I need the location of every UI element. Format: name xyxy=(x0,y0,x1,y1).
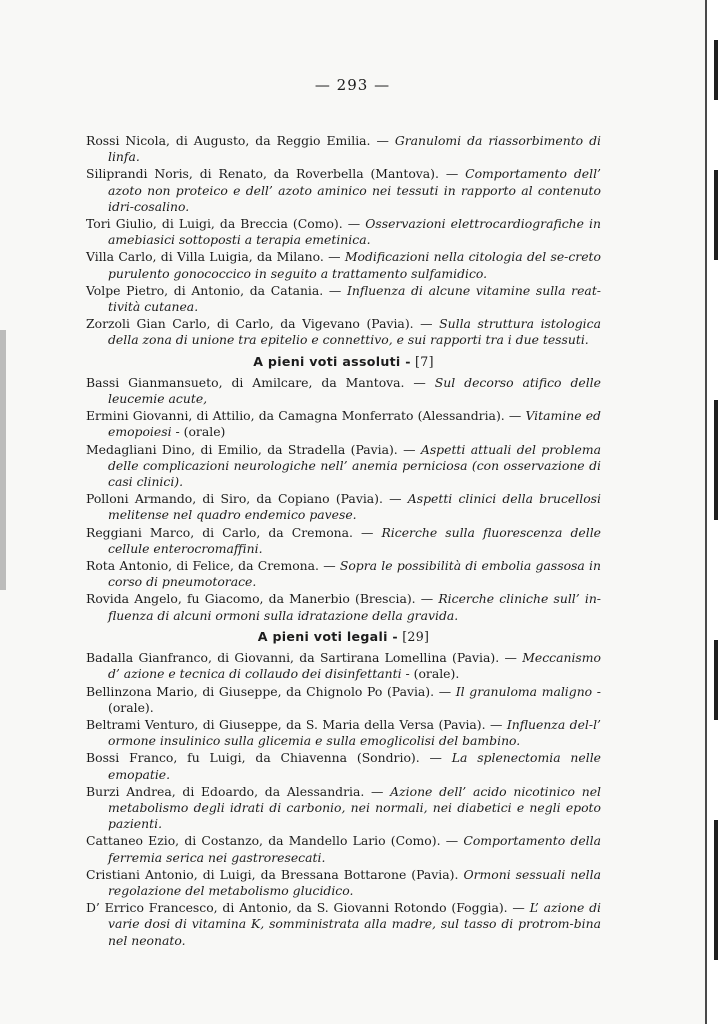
entry-author: Cattaneo Ezio, di Costanzo, da Mandello Lario (Como). — xyxy=(86,833,459,849)
entry-title: Ricerche cliniche sull’ in-fluenza di alcuni ormoni sulla idratazione della gravida. xyxy=(108,591,601,623)
entry-title: Osservazioni elettrocardiografiche in amebiasici sottoposti a terapia emetinica. xyxy=(108,216,601,248)
entry-author: D’ Errico Francesco, di Antonio, da S. Giovanni Rotondo (Foggia). — xyxy=(86,900,525,916)
thesis-entry xyxy=(86,717,601,749)
entry-title: Modificazioni nella citologia del se-creto purulento gonococcico in seguito a trattamento sulfamidico. xyxy=(108,249,601,281)
entry-author: Villa Carlo, di Villa Luigia, da Milano. — xyxy=(86,249,341,265)
entry-title: Influenza di alcune vitamine sulla reat-tività cutanea. xyxy=(108,282,601,315)
entry-author: Badalla Gianfranco, di Giovanni, da Sartirana Lomellina (Pavia). — xyxy=(86,650,517,666)
thesis-entry xyxy=(86,750,601,782)
section-heading xyxy=(86,629,601,645)
scan-shadow xyxy=(0,330,6,590)
entry-title: Aspetti attuali del problema delle complicazioni neurologiche nell’ anemia perniciosa (con osservazione di casi clinici). xyxy=(108,441,601,490)
thesis-entry xyxy=(86,249,601,281)
thesis-list xyxy=(86,133,601,950)
entry-author: Beltrami Venturo, di Giuseppe, da S. Maria della Versa (Pavia). — xyxy=(86,716,503,732)
entry-author: Tori Giulio, di Luigi, da Breccia (Como). — xyxy=(86,216,361,232)
thesis-entry xyxy=(86,558,601,590)
entry-author: Ermini Giovanni, di Attilio, da Camagna Monferrato (Alessandria). — xyxy=(86,408,522,424)
thesis-entry xyxy=(86,591,601,623)
entry-title: Comportamento della ferremia serica nei gastroresecati. xyxy=(108,833,601,865)
edge-mark xyxy=(714,640,718,720)
page-number: — 293 — xyxy=(314,76,391,94)
edge-mark xyxy=(714,40,718,100)
entry-title: L’ azione di varie dosi di vitamina K, somministrata alla madre, sul tasso di protrom-bina nel neonato. xyxy=(108,900,601,948)
thesis-entry xyxy=(86,442,601,491)
thesis-entry xyxy=(86,166,601,215)
entry-note: - (orale). xyxy=(108,683,601,715)
edge-mark xyxy=(714,400,718,520)
entry-title: Meccanismo d’ azione e tecnica di collaudo dei disinfettanti xyxy=(108,650,601,682)
entry-title: Granulomi da riassorbimento di linfa. xyxy=(108,133,601,165)
thesis-entry xyxy=(86,900,601,949)
entry-author: Bassi Gianmansueto, di Amilcare, da Mantova. — xyxy=(86,374,426,390)
thesis-entry xyxy=(86,133,601,165)
thesis-entry xyxy=(86,867,601,899)
entry-author: Zorzoli Gian Carlo, di Carlo, da Vigevano (Pavia). — xyxy=(86,316,433,332)
entry-author: Medagliani Dino, di Emilio, da Stradella (Pavia). — xyxy=(86,441,416,457)
thesis-entry xyxy=(86,316,601,348)
entry-title: Sulla struttura istologica della zona di unione tra epitelio e connettivo, e sui rapporti tra i due tessuti. xyxy=(108,316,601,348)
entry-title: Sopra le possibilità di embolia gassosa in corso di pneumotorace. xyxy=(108,558,601,590)
entry-note: - (orale) xyxy=(171,424,226,440)
thesis-entry xyxy=(86,375,601,407)
entry-note: - (orale). xyxy=(401,666,460,682)
entry-author: Polloni Armando, di Siro, da Copiano (Pavia). — xyxy=(86,491,402,507)
entry-title: Aspetti clinici della brucellosi melitense nel quadro endemico pavese. xyxy=(108,491,601,523)
section-heading xyxy=(86,354,601,370)
entry-author: Bellinzona Mario, di Giuseppe, da Chignolo Po (Pavia). — xyxy=(86,683,452,699)
entry-title: Il granuloma maligno xyxy=(455,683,593,699)
section-count: [29] xyxy=(397,628,430,644)
edge-mark xyxy=(714,820,718,960)
entry-title: Vitamine ed emopoiesi xyxy=(108,408,601,440)
entry-title: Sul decorso atifico delle leucemie acute, xyxy=(108,374,601,407)
thesis-entry xyxy=(86,784,601,833)
entry-author: Cristiani Antonio, di Luigi, da Bressana Bottarone (Pavia). xyxy=(86,866,459,882)
entry-title: Ormoni sessuali nella regolazione del metabolismo glucidico. xyxy=(108,866,601,898)
entry-author: Burzi Andrea, di Edoardo, da Alessandria. — xyxy=(86,783,384,799)
section-heading-label: A pieni voti assoluti - xyxy=(253,353,411,369)
thesis-entry xyxy=(86,408,601,440)
entry-author: Rovida Angelo, fu Giacomo, da Manerbio (Brescia). — xyxy=(86,591,434,607)
section-heading-label: A pieni voti legali - xyxy=(257,628,398,644)
thesis-entry xyxy=(86,491,601,523)
entry-title: Influenza del-l’ ormone insulinico sulla glicemia e sulla emoglicolisi del bambino. xyxy=(108,716,601,749)
thesis-entry xyxy=(86,650,601,682)
entry-author: Reggiani Marco, di Carlo, da Cremona. — xyxy=(86,524,374,540)
entry-author: Rossi Nicola, di Augusto, da Reggio Emilia. — xyxy=(86,133,389,148)
entry-title: Comportamento dell’ azoto non proteico e dell’ azoto aminico nei tessuti in rapporto al contenuto idri-cosalino. xyxy=(108,166,601,214)
entry-author: Volpe Pietro, di Antonio, da Catania. — xyxy=(86,282,342,298)
entry-title: La splenectomia nelle emopatie. xyxy=(108,750,601,782)
thesis-entry xyxy=(86,216,601,248)
entry-title: Azione dell’ acido nicotinico nel metabolismo degli idrati di carbonio, nei normali, nei diabetici e negli epoto pazienti. xyxy=(108,783,601,832)
thesis-entry xyxy=(86,684,601,716)
entry-author: Siliprandi Noris, di Renato, da Roverbella (Mantova). — xyxy=(86,166,459,182)
section-count: [7] xyxy=(410,353,434,369)
thesis-entry xyxy=(86,283,601,315)
entry-author: Bossi Franco, fu Luigi, da Chiavenna (Sondrio). — xyxy=(86,750,442,766)
entry-title: Ricerche sulla fluorescenza delle cellule enterocromaffini. xyxy=(108,524,601,556)
entry-author: Rota Antonio, di Felice, da Cremona. — xyxy=(86,558,336,574)
thesis-entry xyxy=(86,833,601,865)
thesis-entry xyxy=(86,525,601,557)
edge-mark xyxy=(714,170,718,260)
